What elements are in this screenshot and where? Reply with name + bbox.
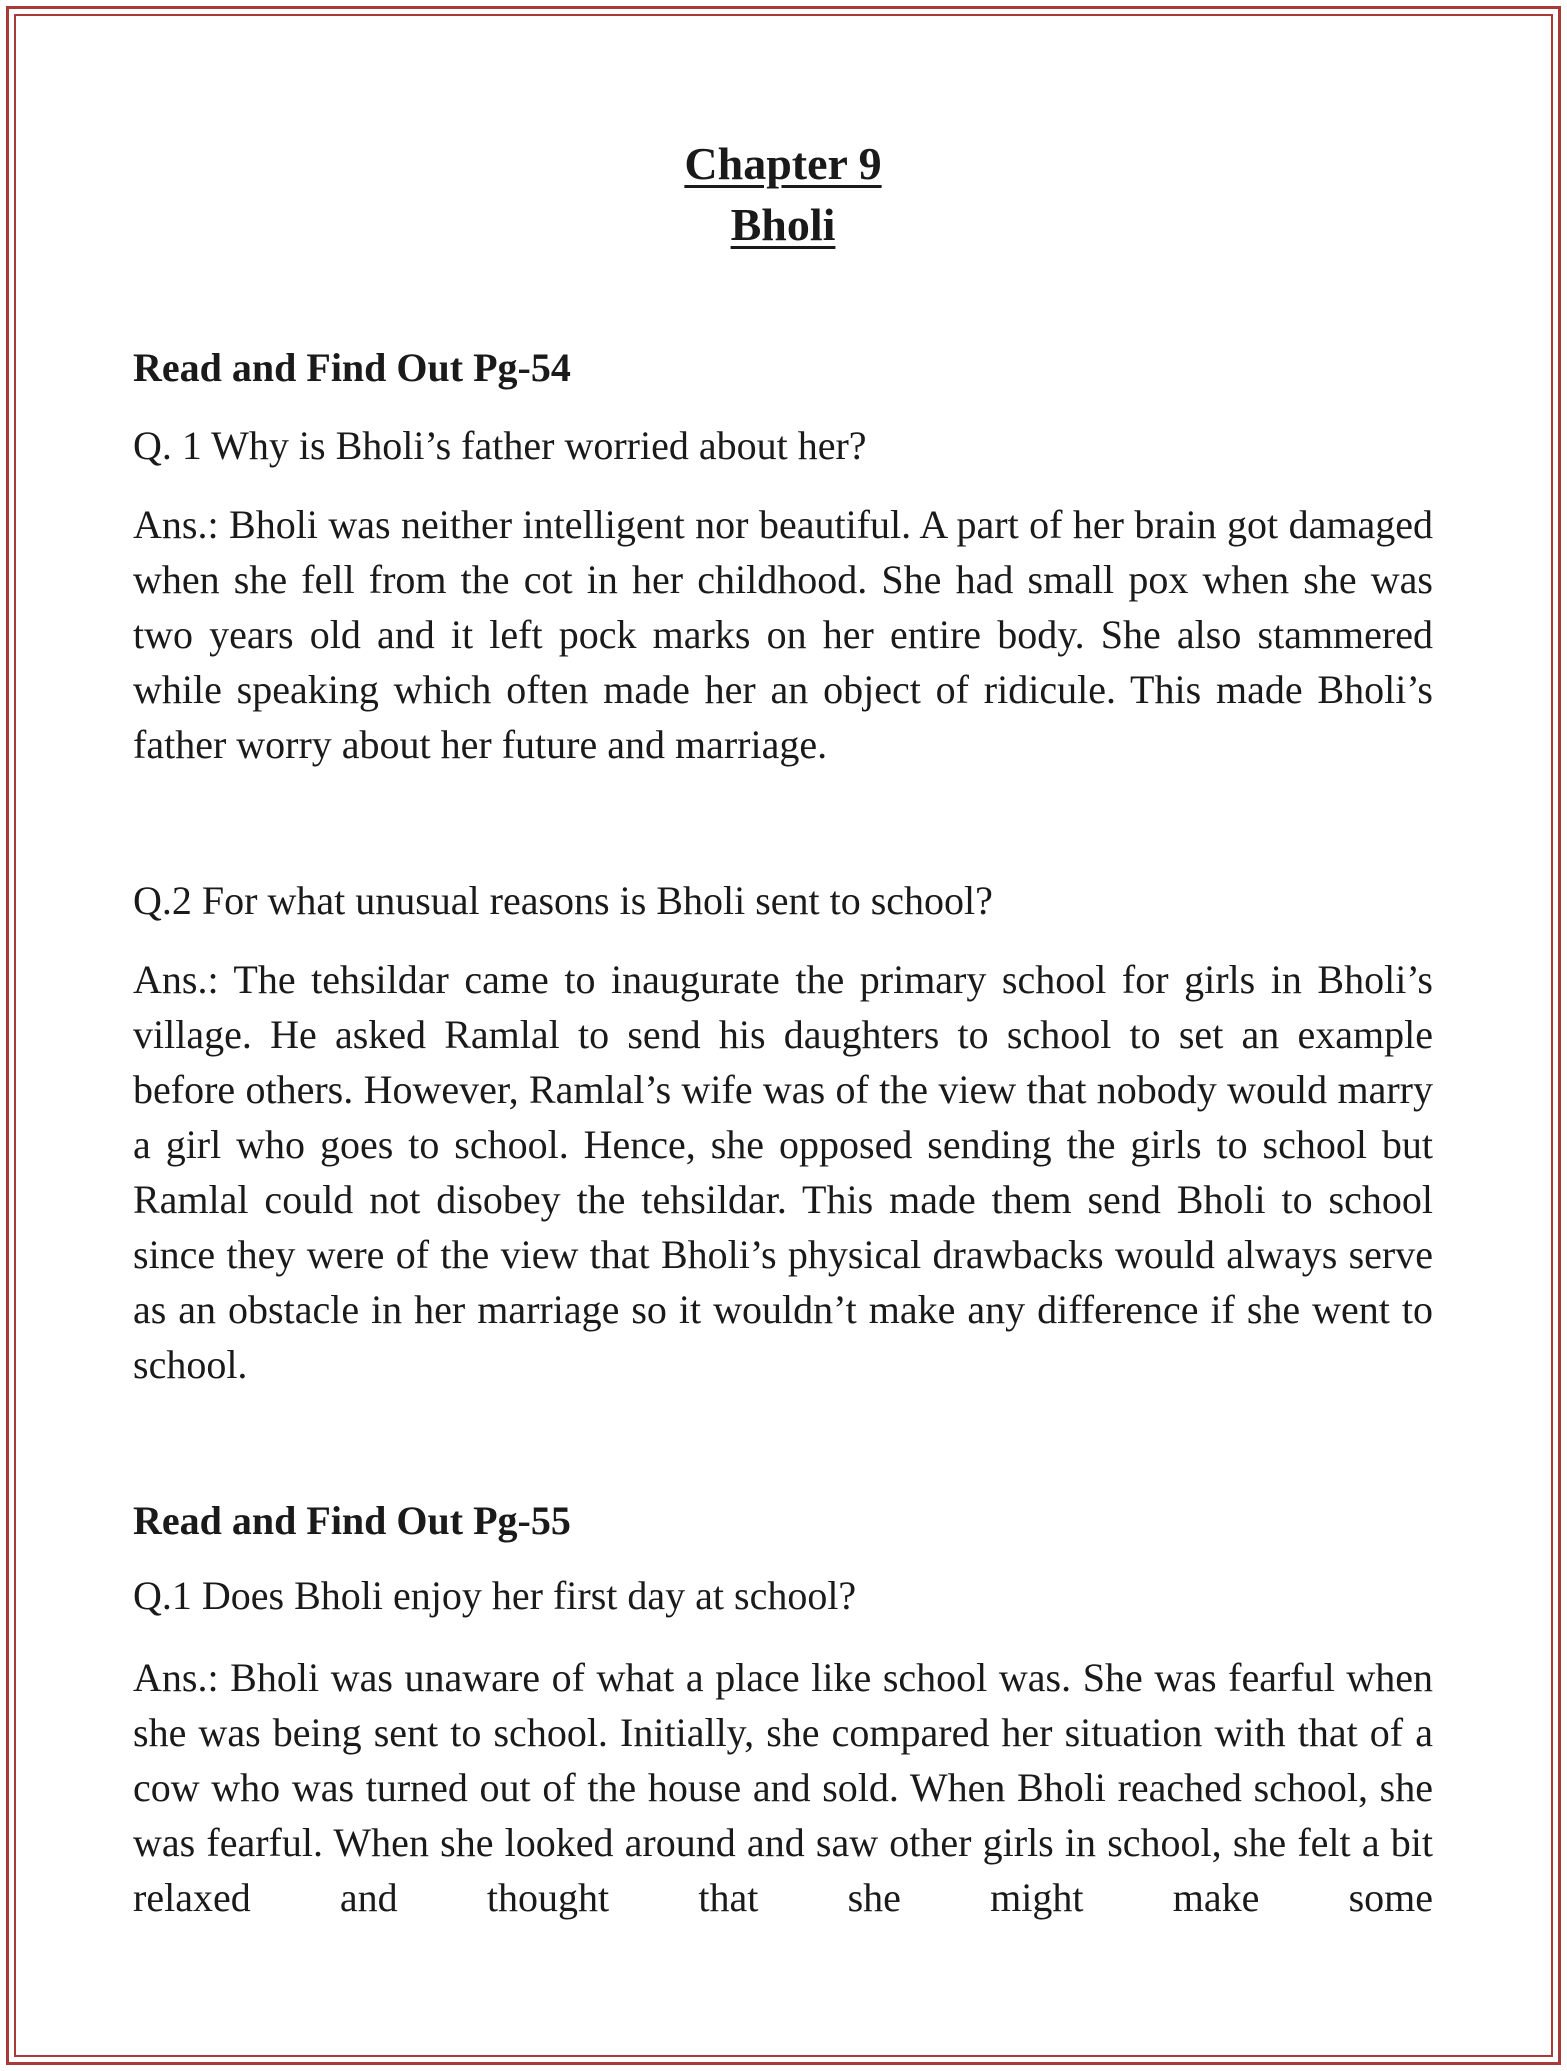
question: Q.2 For what unusual reasons is Bholi sent to school? (133, 878, 993, 923)
answer: Ans.: Bholi was unaware of what a place like school was. She was fearful when she was being sent to school. Initially, she compared her situation with that of a cow who was turned out of the house and sold. When Bholi reached school, she was fearful. When she looked around and saw other girls in school, she felt a bit relaxed and thought that she might make some (133, 1655, 1433, 1920)
question: Q.1 Does Bholi enjoy her first day at school? (133, 1573, 857, 1618)
chapter-title: Bholi (730, 199, 836, 250)
answer: Ans.: The tehsildar came to inaugurate the primary school for girls in Bholi’s village. He asked Ramlal to send his daughters to school to set an example before others. However, Ramlal’s wife was of the view that nobody would marry a girl who goes to school. Hence, she opposed sending the girls to school but Ramlal could not disobey the tehsildar. This made them send Bholi to school since they were of the view that Bholi’s physical drawbacks would always serve as an obstacle in her marriage so it wouldn’t make any difference if she went to school. (133, 957, 1433, 1387)
section-heading: Read and Find Out Pg-55 (133, 1498, 571, 1543)
chapter-number: Chapter 9 (684, 138, 882, 189)
answer: Ans.: Bholi was neither intelligent nor beautiful. A part of her brain got damaged when she fell from the cot in her childhood. She had small pox when she was two years old and it left pock marks on her entire body. She also stammered while speaking which often made her an object of ridicule. This made Bholi’s father worry about her future and marriage. (133, 502, 1433, 767)
section-heading: Read and Find Out Pg-54 (133, 345, 571, 390)
question: Q. 1 Why is Bholi’s father worried about her? (133, 423, 867, 468)
